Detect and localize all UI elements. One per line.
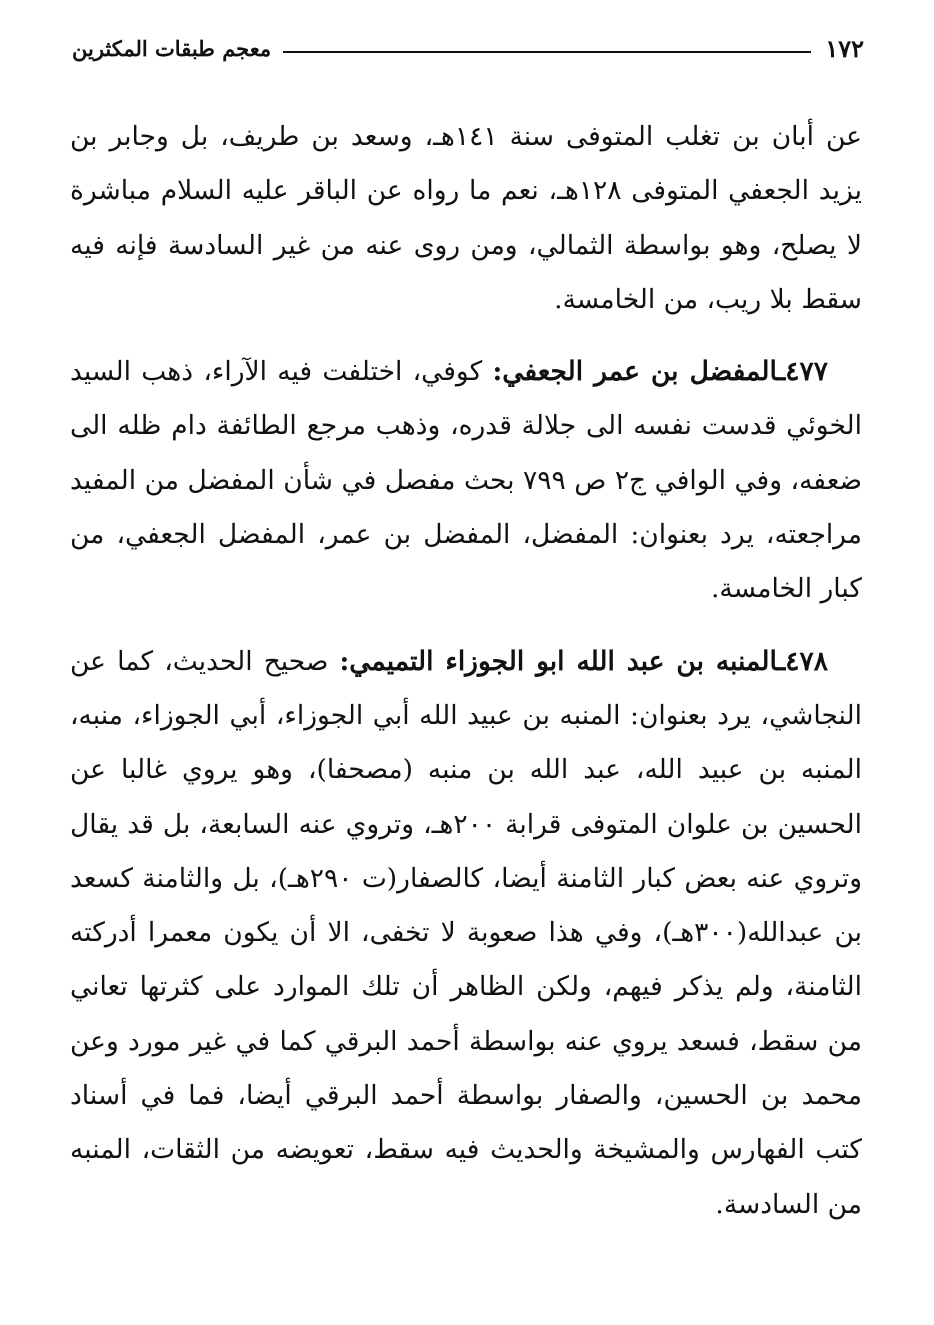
entry-number: ٤٧٧ـ [777,356,828,388]
paragraph-continuation [70,110,862,327]
page-number: ١٧٢ [825,33,864,63]
entry-text: كوفي، اختلفت فيه الآراء، ذهب السيد الخوئي قدست نفسه الى جلالة قدره، وذهب مرجع الطائفة دام ظله الى ضعفه، وفي الوافي ج٢ ص ٧٩٩ بحث مفصل في شأن المفضل من المفيد مراجعته، يرد بعنوان: المفضل، المفضل بن عمر، المفضل الجعفي، من كبار الخامسة. [70,356,862,605]
running-header [72,26,864,70]
paragraph-text: عن أبان بن تغلب المتوفى سنة ١٤١هـ، وسعد بن طريف، بل وجابر بن يزيد الجعفي المتوفى ١٢٨هـ، نعم ما رواه عن الباقر عليه السلام مباشرة لا يصلح، وهو بواسطة الثمالي، ومن روى عنه من غير السادسة فإنه فيه سقط بلا ريب، من الخامسة. [70,121,862,315]
book-title: معجم طبقات المكثرين [72,35,272,61]
entry-name: المنبه بن عبد الله ابو الجوزاء التميمي: [339,645,778,677]
entry-477 [70,345,862,616]
page-body [70,110,862,1242]
entry-number: ٤٧٨ـ [777,645,828,677]
header-rule [283,51,811,53]
entry-478 [70,635,862,1232]
entry-name: المفضل بن عمر الجعفي: [492,356,778,388]
entry-text: صحيح الحديث، كما عن النجاشي، يرد بعنوان: المنبه بن عبيد الله أبي الجوزاء، أبي الجوزاء، منبه، المنبه بن عبيد الله، عبد الله بن منبه (مصحفا)، وهو يروي غالبا عن الحسين بن علوان المتوفى قرابة ٢٠٠هـ، وتروي عنه السابعة، بل قد يقال وتروي عنه بعض كبار الثامنة أيضا، كالصفار(ت ٢٩٠هـ)، بل والثامنة كسعد بن عبدالله(٣٠٠هـ)، وفي هذا صعوبة لا تخفى، الا أن يكون معمرا أدركته الثامنة، ولم يذكر فيهم، ولكن الظاهر أن تلك الموارد على كثرتها تعاني من سقط، فسعد يروي عنه بواسطة أحمد البرقي كما في غير مورد وعن محمد بن الحسين، والصفار بواسطة أحمد البرقي أيضا، فما في أسناد كتب الفهارس والمشيخة والحديث فيه سقط، تعويضه من الثقات، المنبه من السادسة. [70,645,863,1220]
